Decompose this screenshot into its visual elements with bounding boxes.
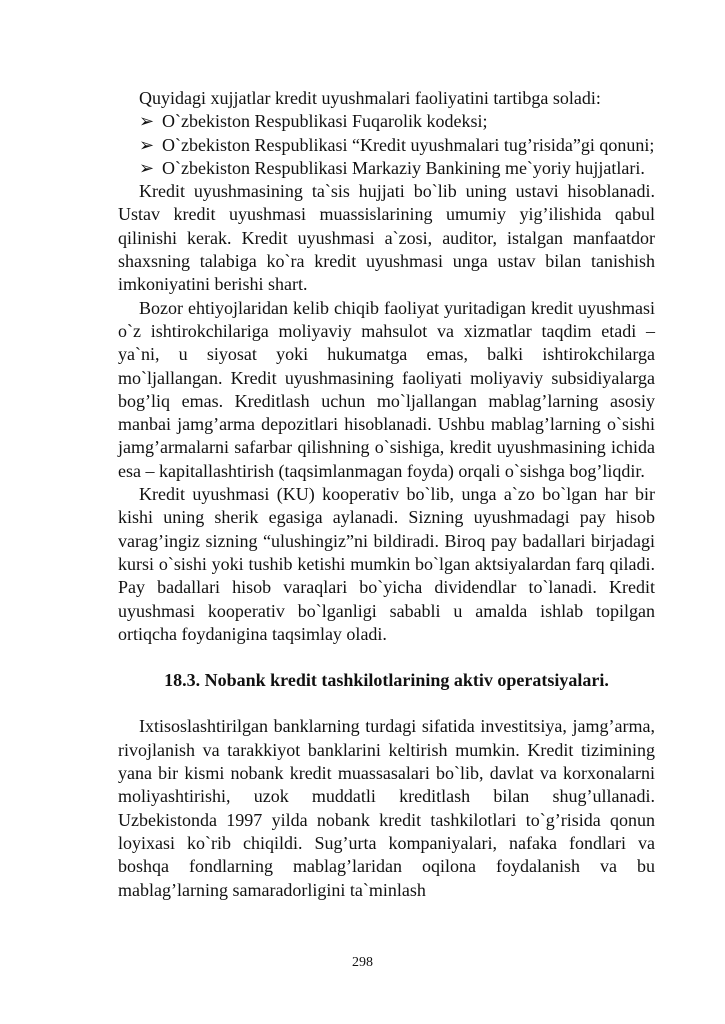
list-item-text: O`zbekiston Respublikasi Fuqarolik kodeksi; [162, 111, 488, 132]
arrow-bullet-icon: ➢ [139, 157, 155, 178]
list-item [118, 157, 655, 180]
page-number: 298 [352, 955, 373, 970]
list-item-text: O`zbekiston Respublikasi “Kredit uyushmalari tug’risida”gi qonuni; [162, 134, 655, 155]
body-paragraph: Kredit uyushmasining ta`sis hujjati bo`lib uning ustavi hisoblanadi. Ustav kredit uyushmasi muassislarining umumiy yig’ilishida qabul qilinishi kerak. Kredit uyushmasi a`zosi, auditor, istalgan manfaatdor shaxsning talabiga ko`ra kredit uyushmasi unga ustav bilan tanishish imkoniyatini berishi shart. [118, 181, 655, 295]
list-item [118, 110, 655, 133]
section-heading: 18.3. Nobank kredit tashkilotlarining aktiv operatsiyalari. [164, 670, 609, 691]
body-paragraph: Ixtisoslashtirilgan banklarning turdagi sifatida investitsiya, jamg’arma, rivojlanish va tarakkiyot banklarini keltirish mumkin. Kredit tizimining yana bir kismi nobank kredit muassasalari bo`lib, davlat va korxonalarni moliyashtirishi, uzok muddatli kreditlash bilan shug’ullanadi. Uzbekistonda 1997 yilda nobank kredit tashkilotlari to`g’risida qonun loyixasi ko`rib chiqildi. Sug’urta kompaniyalari, nafaka fondlari va boshqa fondlarning mablag’laridan oqilona foydalanish va bu mablag’larning samaradorligini ta`minlash [118, 716, 655, 900]
body-paragraph: Kredit uyushmasi (KU) kooperativ bo`lib, unga a`zo bo`lgan har bir kishi uning sherik egasiga aylanadi. Sizning uyushmadagi pay hisob varag’ingiz sizning “ulushingiz”ni bildiradi. Biroq pay badallari birjadagi kursi o`sishi yoki tushib ketishi mumkin bo`lgan aktsiyalardan farq qiladi. Pay badallari hisob varaqlari bo`yicha dividendlar to`lanadi. Kredit uyushmasi kooperativ bo`lganligi sababli u amalda ishlab topilgan ortiqcha foydanigina taqsimlay oladi. [118, 484, 655, 644]
list-item [118, 134, 655, 157]
intro-paragraph: Quyidagi xujjatlar kredit uyushmalari faoliyatini tartibga soladi: [139, 88, 601, 108]
arrow-bullet-icon: ➢ [139, 111, 155, 132]
arrow-bullet-icon: ➢ [139, 134, 155, 155]
list-item-text: O`zbekiston Respublikasi Markaziy Bankining me`yoriy hujjatlari. [162, 157, 645, 178]
body-paragraph: Bozor ehtiyojlaridan kelib chiqib faoliyat yuritadigan kredit uyushmasi o`z ishtirokchilariga moliyaviy mahsulot va xizmatlar taqdim etadi – ya`ni, u siyosat yoki hukumatga emas, balki ishtirokchilarga mo`ljallangan. Kredit uyushmasining faoliyati moliyaviy subsidiyalarga bog’liq emas. Kreditlash uchun mo`ljallangan mablag’larning asosiy manbai jamg’arma depozitlari hisoblanadi. Ushbu mablag’larning o`sishi jamg’armalarni safarbar qilishning o`sishiga, kredit uyushmasining ichida esa – kapitallashtirish (taqsimlanmagan foyda) orqali o`sishga bog’liqdir. [118, 297, 655, 481]
document-page [118, 87, 655, 902]
